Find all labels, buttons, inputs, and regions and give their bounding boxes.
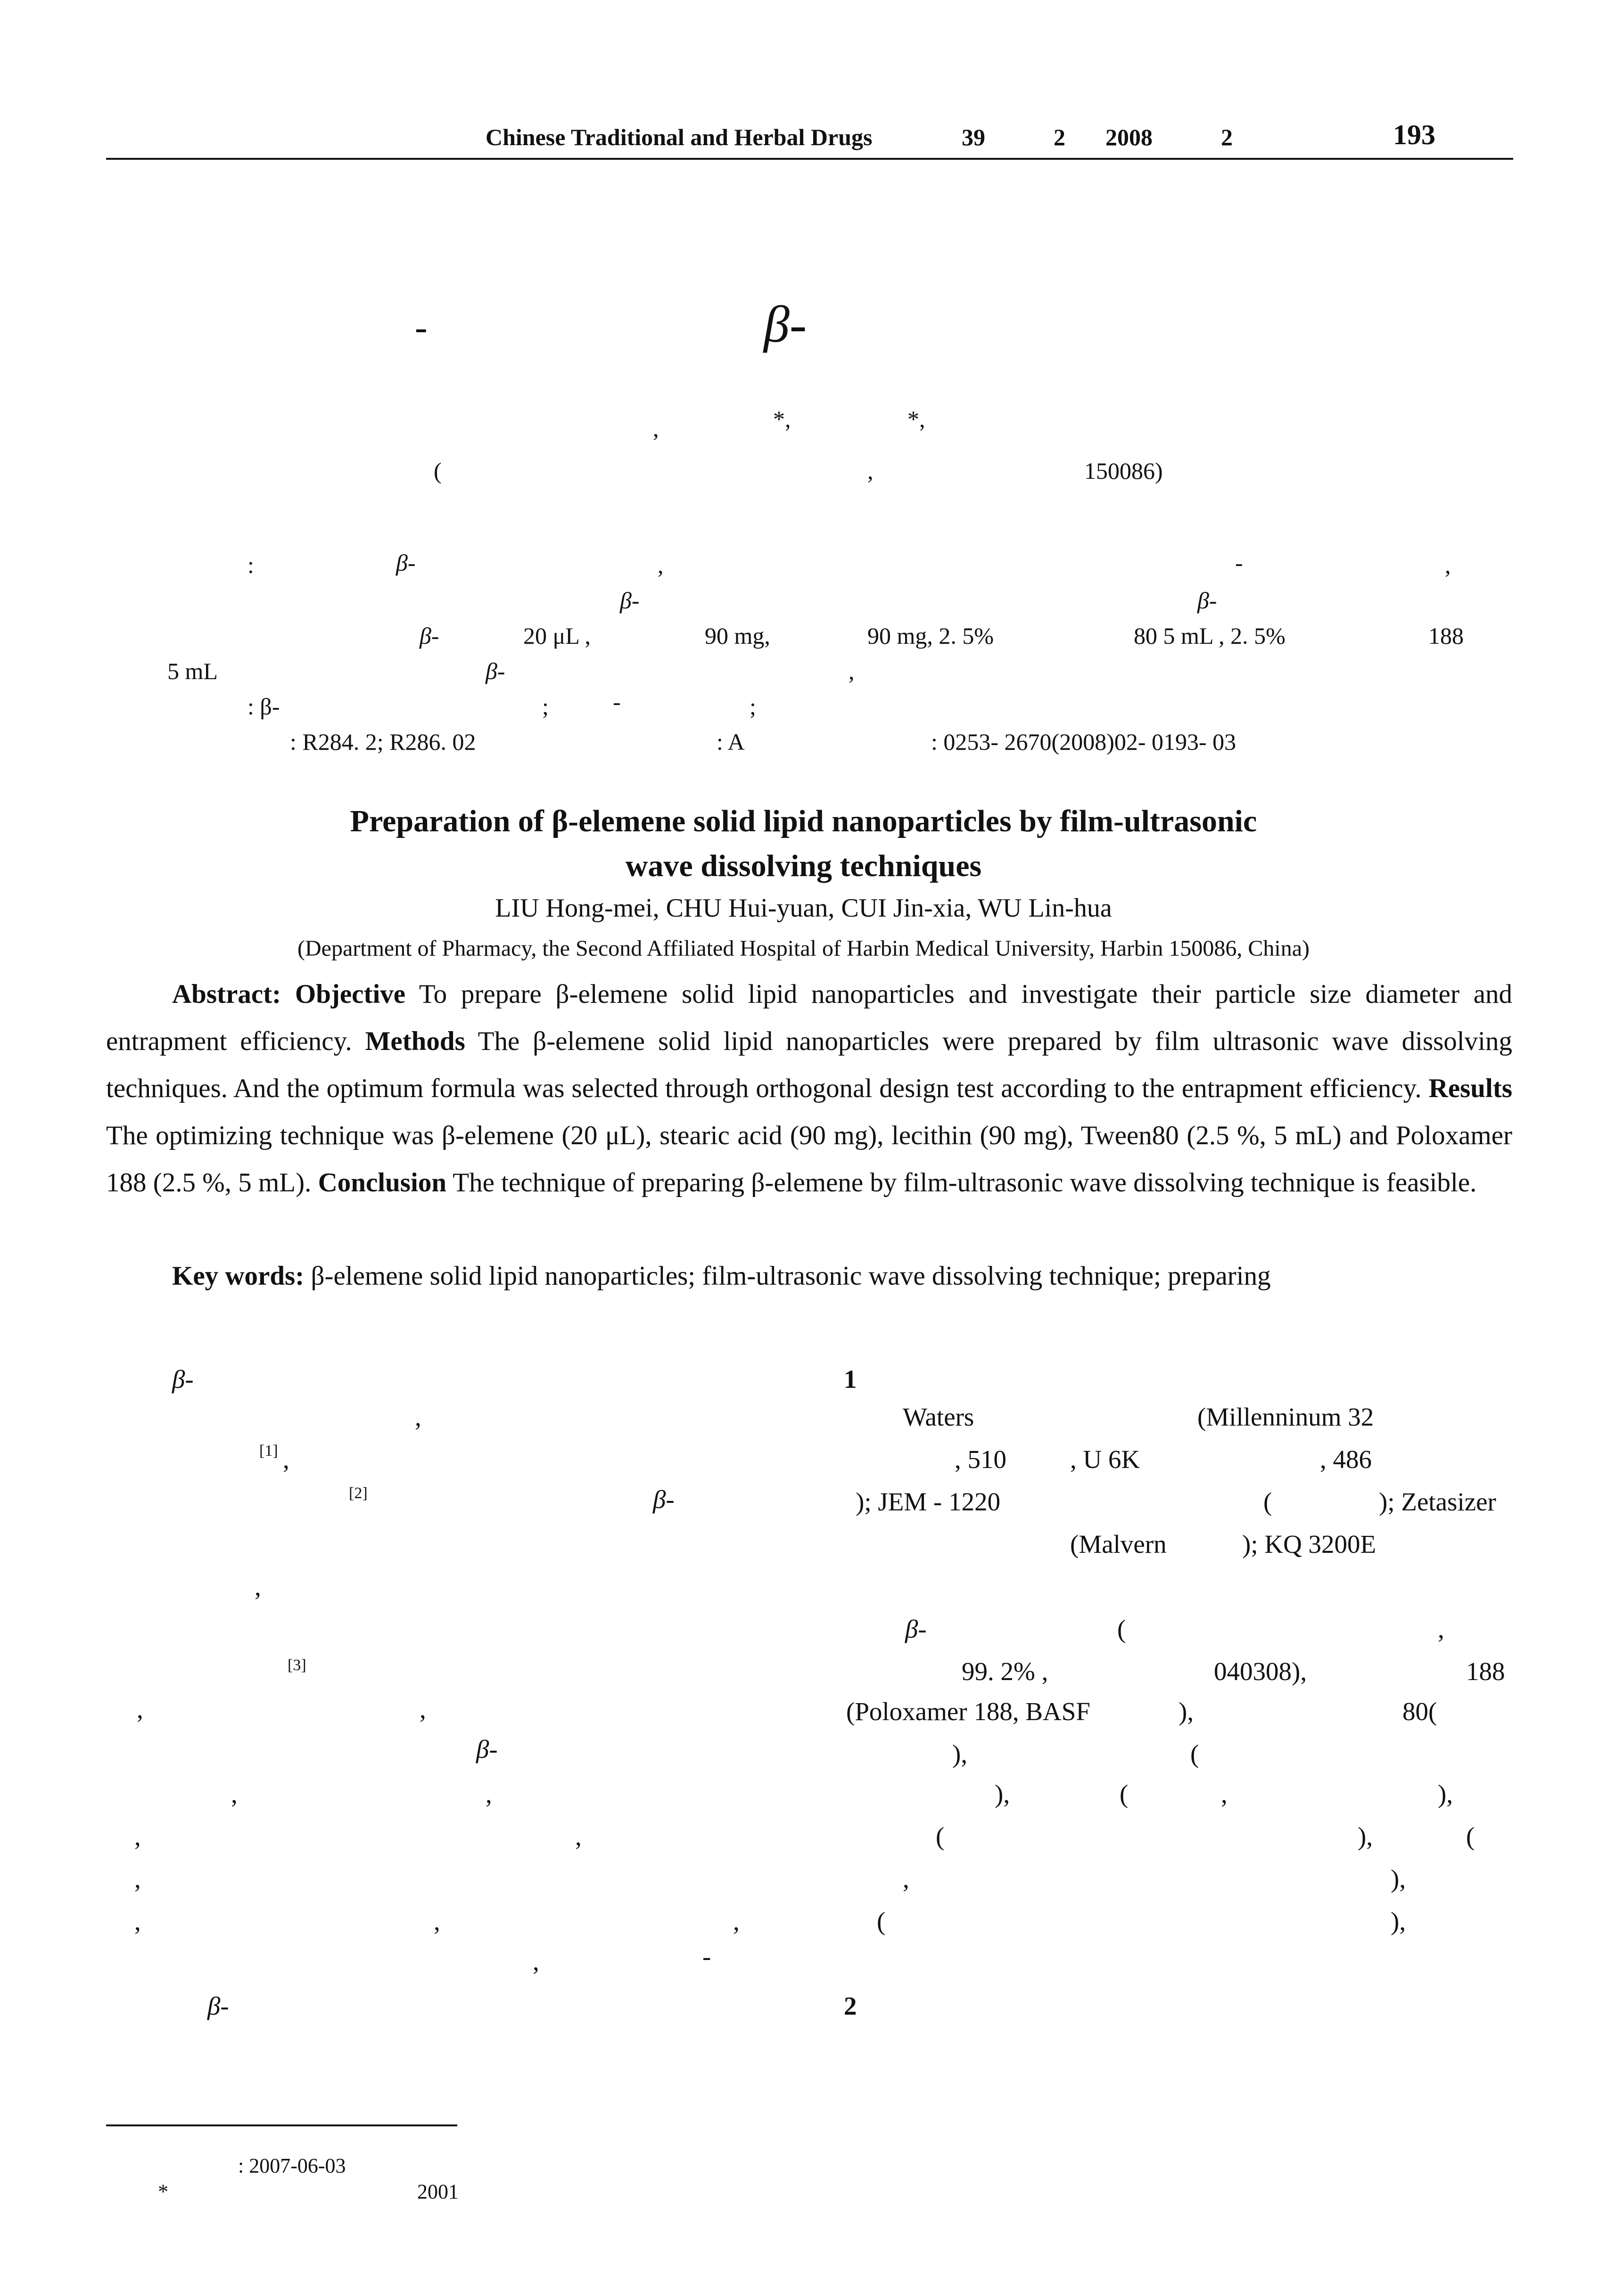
affil-cn-comma: , — [867, 458, 874, 484]
abs-cn-5ml: 5 mL — [167, 658, 218, 684]
abstract-label: Abstract: — [172, 979, 281, 1009]
footnote-received: : 2007-06-03 — [238, 2154, 346, 2177]
year: 2008 — [1105, 124, 1153, 150]
body-left-beta3: β- — [476, 1735, 498, 1763]
kw-cn-beta: : β- — [247, 693, 280, 720]
journal-name: Chinese Traditional and Herbal Drugs — [486, 124, 873, 150]
page-number: 193 — [1393, 119, 1435, 150]
body-left-c14: , — [533, 1947, 539, 1976]
body-right-r5a: ( — [1117, 1615, 1126, 1643]
abs-cn-v5: 188 — [1428, 623, 1464, 649]
body-left-c11: , — [134, 1907, 141, 1935]
body-left-c12: , — [434, 1907, 440, 1935]
keywords-label: Key words: — [172, 1261, 305, 1291]
body-right-r6b: 040308), — [1214, 1657, 1307, 1686]
authors-cn-star2: *, — [907, 406, 925, 432]
authors-cn-star1: *, — [773, 406, 791, 432]
body-left-c6: , — [231, 1779, 238, 1808]
month: 2 — [1221, 124, 1233, 150]
conclusion-label: Conclusion — [318, 1168, 447, 1197]
body-left-ref3: [3] — [288, 1656, 306, 1674]
body-right-r1a: Waters — [903, 1402, 974, 1431]
abstract-en — [106, 971, 1512, 1206]
body-right-r3a: ); JEM - 1220 — [856, 1487, 1001, 1516]
abs-cn-beta2: β- — [620, 587, 640, 614]
results-text: The optimizing technique was β-elemene (20 μL), stearic acid (90 mg), lecithin (90 mg), Tween80 (2.5 %, 5 mL) and Poloxamer 188 (2.5 %, 5 mL). — [106, 1121, 1512, 1197]
body-left-ref1: [1] — [259, 1442, 278, 1460]
body-right-r1b: (Millenninum 32 — [1197, 1402, 1374, 1431]
abs-cn-beta5: β- — [486, 658, 505, 684]
body-right-beta: β- — [905, 1615, 927, 1643]
section-2-number: 2 — [844, 1992, 857, 2020]
abs-cn-v2: 90 mg, — [705, 623, 770, 649]
objective-text: To prepare β-elemene solid lipid nanoparticles and investigate their particle size diameter and entrapment efficiency. — [106, 979, 1512, 1056]
body-left-c4: , — [137, 1695, 143, 1723]
body-right-r3c: ); Zetasizer — [1379, 1487, 1496, 1516]
affiliation-en: (Department of Pharmacy, the Second Affiliated Hospital of Harbin Medical University, Harbin 150086, China) — [297, 936, 1310, 961]
abstract-label-wrap — [106, 979, 281, 1009]
body-left-c13: , — [733, 1907, 740, 1935]
footnote-star: * — [158, 2180, 168, 2203]
body-left-beta2: β- — [653, 1485, 675, 1514]
body-right-r4a: (Malvern — [1070, 1530, 1167, 1558]
abs-cn-v3: 90 mg, 2. 5% — [867, 623, 994, 649]
body-left-c8: , — [134, 1822, 141, 1851]
body-right-r10c: ( — [1466, 1822, 1475, 1851]
methods-text: The β-elemene solid lipid nanoparticles were prepared by film ultrasonic wave dissolving techniques. And the optimum formula was selected through orthogonal design test according to the entrapment efficiency. — [106, 1026, 1512, 1103]
kw-cn-dash: - — [613, 689, 621, 715]
methods-label: Methods — [365, 1026, 465, 1056]
body-right-r8b: ( — [1190, 1739, 1199, 1768]
body-right-r5b: , — [1438, 1615, 1444, 1643]
body-right-r8a: ), — [952, 1739, 968, 1768]
body-right-r9d: ), — [1438, 1779, 1453, 1808]
doc-code: : A — [717, 729, 745, 755]
body-right-r4b: ); KQ 3200E — [1242, 1530, 1376, 1558]
body-right-r12b: ), — [1391, 1907, 1406, 1935]
body-left-c1: , — [415, 1402, 421, 1431]
abs-cn-dash: - — [1235, 549, 1243, 576]
body-right-r9c: , — [1221, 1779, 1228, 1808]
keywords-en — [172, 1261, 1271, 1291]
body-right-r9b: ( — [1120, 1779, 1129, 1808]
body-right-r6a: 99. 2% , — [962, 1657, 1048, 1686]
abs-cn-comma1: , — [658, 552, 664, 578]
body-left-c9: , — [575, 1822, 582, 1851]
title-en-line2: wave dissolving techniques — [625, 849, 982, 883]
body-right-r10b: ), — [1358, 1822, 1373, 1851]
body-right-r10a: ( — [936, 1822, 945, 1851]
issue-number: 2 — [1054, 124, 1065, 150]
body-left-dash: - — [702, 1942, 711, 1971]
body-right-r11b: ), — [1391, 1864, 1406, 1893]
abs-cn-v1: 20 μL , — [523, 623, 591, 649]
clc-number: : R284. 2; R286. 02 — [290, 729, 476, 755]
body-right-r7b: ), — [1178, 1697, 1194, 1726]
affil-cn-zip: 150086) — [1084, 458, 1163, 484]
body-left-c5: , — [420, 1695, 426, 1723]
body-left-c2: , — [283, 1445, 289, 1474]
body-right-r3b: ( — [1263, 1487, 1272, 1516]
body-right-r2a: , 510 — [955, 1445, 1006, 1474]
abs-cn-comma2: , — [1445, 552, 1451, 578]
title-cn-dash: - — [415, 307, 428, 348]
title-cn-beta: β- — [764, 295, 807, 353]
authors-cn-sep: , — [653, 415, 659, 442]
body-right-r7c: 80( — [1402, 1697, 1437, 1726]
body-left-beta4: β- — [207, 1992, 229, 2020]
kw-cn-semi2: ; — [750, 693, 756, 720]
body-left-c3: , — [255, 1572, 261, 1601]
objective-label: Objective — [295, 979, 406, 1009]
footnote-rule — [106, 2124, 457, 2126]
abs-cn-beta4: β- — [420, 623, 439, 649]
authors-en: LIU Hong-mei, CHU Hui-yuan, CUI Jin-xia, WU Lin-hua — [495, 894, 1112, 923]
section-1-number: 1 — [844, 1365, 857, 1394]
body-right-r2b: , U 6K — [1070, 1445, 1140, 1474]
body-left-c10: , — [134, 1864, 141, 1893]
abs-cn-comma3: , — [849, 658, 855, 684]
keywords-text: β-elemene solid lipid nanoparticles; film-ultrasonic wave dissolving technique; preparing — [311, 1261, 1271, 1291]
abs-cn-v4: 80 5 mL , 2. 5% — [1134, 623, 1286, 649]
results-label: Results — [1428, 1074, 1513, 1103]
affil-cn-open: ( — [434, 458, 442, 484]
title-en-line1: Preparation of β-elemene solid lipid nanoparticles by film-ultrasonic — [350, 804, 1257, 838]
footnote-year: 2001 — [417, 2180, 459, 2203]
abs-cn-colon: : — [247, 552, 254, 578]
body-right-r6c: 188 — [1466, 1657, 1505, 1686]
abs-cn-beta3: β- — [1197, 587, 1217, 614]
body-left-ref2: [2] — [349, 1484, 368, 1502]
abs-cn-beta1: β- — [396, 549, 416, 576]
volume-number: 39 — [962, 124, 985, 150]
kw-cn-semi1: ; — [542, 693, 549, 720]
body-right-r7a: (Poloxamer 188, BASF — [846, 1697, 1090, 1726]
body-right-r11a: , — [903, 1864, 909, 1893]
body-right-r2c: , 486 — [1320, 1445, 1372, 1474]
body-left-c7: , — [486, 1779, 492, 1808]
body-right-r9a: ), — [995, 1779, 1010, 1808]
body-right-r12a: ( — [877, 1907, 886, 1935]
conclusion-text: The technique of preparing β-elemene by film-ultrasonic wave dissolving technique is feasible. — [453, 1168, 1477, 1197]
body-left-beta1: β- — [172, 1365, 194, 1394]
article-id: : 0253- 2670(2008)02- 0193- 03 — [931, 729, 1236, 755]
header-rule — [106, 158, 1513, 160]
